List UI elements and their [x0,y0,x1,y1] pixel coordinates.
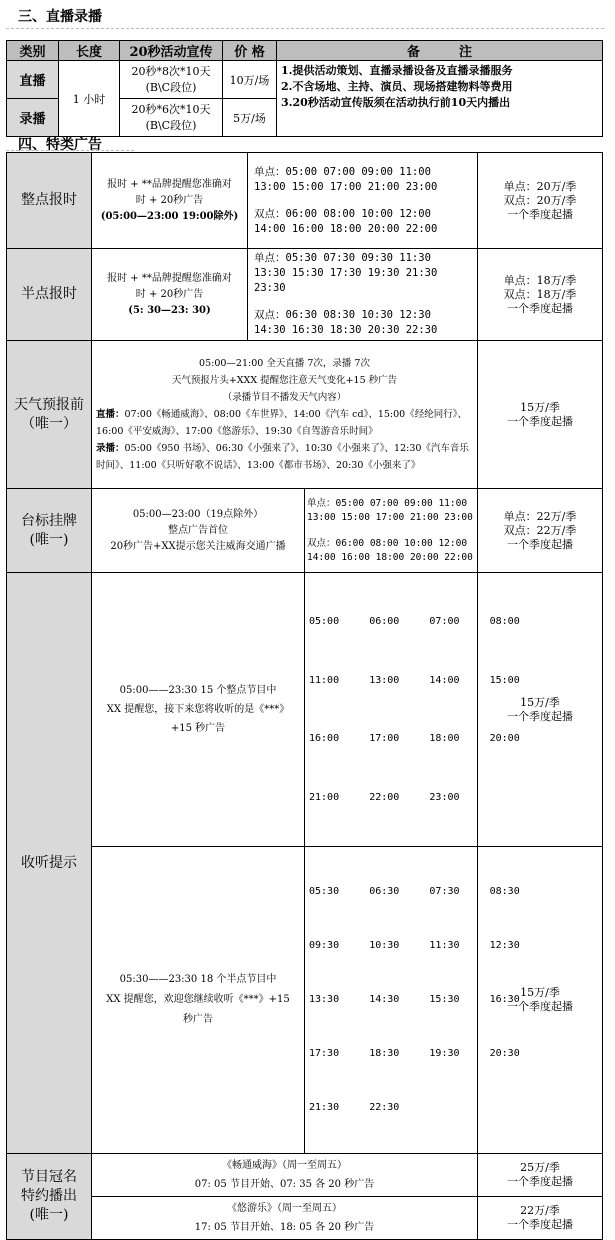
sponsor-label [7,1154,92,1240]
listen-b-price-1: 15万/季 [520,986,560,999]
station-line2: 整点广告首位 [168,524,228,536]
listen-a-line3: +15 秒广告 [170,723,226,734]
weather-label-2: （唯一） [21,415,77,432]
halfhour-schedule [248,249,478,341]
hourly-price [478,153,603,249]
halfhour-single-label: 单点： [254,252,286,264]
category-live: 直播 [7,61,59,99]
hourly-single-label: 单点： [254,165,286,178]
halfhour-single-1: 05:30 07:30 09:30 11:30 [285,252,431,264]
hourly-double-label: 双点： [254,207,286,220]
station-single-label: 单点： [307,497,336,509]
header-length: 长度 [59,41,120,61]
promo-recorded [120,99,223,137]
listen-b-grid-2: 09:30 10:30 11:30 12:30 [309,940,520,951]
notes-cell [277,61,603,137]
category-recorded: 录播 [7,99,59,137]
halfhour-range: (5: 30—23: 30) [128,304,211,316]
listen-a-price-1: 15万/季 [520,695,560,709]
price-live: 10万/场 [223,61,277,99]
listen-a-price [478,573,603,847]
weather-line2: 天气预报片头+XXX 提醒您注意天气变化+15 秒广告 [171,375,398,386]
weather-label-1: 天气预报前 [14,396,84,413]
hourly-single-2: 13:00 15:00 17:00 21:00 23:00 [254,180,438,193]
halfhour-price-3: 一个季度起播 [507,301,573,315]
listen-b-grid-1: 05:30 06:30 07:30 08:30 [309,886,520,897]
station-line1: 05:00—23:00（19点除外） [132,508,264,520]
listen-a-desc [92,573,305,847]
listen-b-price-2: 一个季度起播 [507,1000,573,1013]
halfhour-price-2: 双点：18万/季 [503,287,577,301]
hourly-desc-1: 报时 + **品牌提醒您准确对 [107,178,232,190]
listen-a-grid-2: 11:00 13:00 14:00 15:00 [309,674,520,686]
hourly-schedule [248,153,478,249]
weather-live-label: 直播： [96,409,125,420]
sponsor-b-price-2: 一个季度起播 [507,1218,573,1231]
halfhour-desc-2: 时 + 20秒广告 [135,288,204,300]
hourly-double-2: 14:00 16:00 18:00 20:00 22:00 [254,222,438,235]
hourly-label: 整点报时 [7,153,92,249]
weather-price [478,341,603,489]
station-line3: 20秒广告+XX提示您关注威海交通广播 [110,540,286,552]
halfhour-single-2: 13:30 15:30 17:30 19:30 21:30 23:30 [254,267,438,294]
note-2: 2.不含场地、主持、演员、现场搭建物料等费用 [281,79,513,93]
halfhour-double-label: 双点： [254,309,286,321]
weather-label [7,341,92,489]
listen-b-grid [305,847,520,1154]
price-recorded: 5万/场 [223,99,277,137]
promo-live [120,61,223,99]
sponsor-a-price [478,1154,603,1197]
listen-a-line1: 05:00——23:30 15 个整点节目中 [119,685,277,696]
hourly-range: (05:00—23:00 19:00除外) [100,210,239,222]
hourly-price-2: 双点：20万/季 [503,193,577,207]
promo-live-line2: (B\C段位) [145,80,197,94]
station-double-1: 06:00 08:00 10:00 12:00 [335,537,468,549]
section4-title: 四、特类广告 [18,137,102,153]
sponsor-a-time: 07: 05 节目开始、07: 35 各 20 秒广告 [194,1179,375,1190]
listen-a-grid-3: 16:00 17:00 18:00 20:00 [309,733,520,744]
halfhour-label: 半点报时 [7,249,92,341]
station-double-label: 双点： [307,537,336,549]
sponsor-b-desc [92,1197,478,1240]
listen-a-price-2: 一个季度起播 [507,709,573,723]
listen-a-line2: XX 提醒您，接下来您将收听的是《***》 [106,704,290,715]
sponsor-label-1: 节目冠名 [21,1169,77,1185]
sponsor-label-2: 特约播出 [21,1188,77,1204]
sponsor-a-price-2: 一个季度起播 [507,1175,573,1188]
listen-b-price [478,847,603,1154]
halfhour-desc-1: 报时 + **品牌提醒您准确对 [107,272,232,284]
station-price-2: 双点：22万/季 [503,523,577,537]
listen-a-grid-1: 05:00 06:00 07:00 08:00 [309,616,520,627]
promo-rec-line1: 20秒*6次*10天 [131,102,211,116]
listen-b-grid-5: 21:30 22:30 [309,1102,400,1113]
halfhour-desc [92,249,248,341]
sponsor-b-price [478,1197,603,1240]
header-price: 价 格 [223,41,277,61]
section4-underline [6,150,134,151]
header-promo: 20秒活动宣传 [120,41,223,61]
title-underline [6,28,604,29]
station-price [478,489,603,573]
hourly-desc [92,153,248,249]
promo-rec-line2: (B\C段位) [145,118,197,132]
weather-line1: 05:00—21:00 全天直播 7次，录播 7次 [199,358,370,369]
hourly-price-3: 一个季度起播 [507,207,573,221]
station-single-2: 13:00 15:00 17:00 21:00 23:00 [307,511,473,523]
sponsor-b-time: 17: 05 节目开始、18: 05 各 20 秒广告 [194,1222,375,1233]
sponsor-label-3: (唯一) [29,1207,69,1223]
header-category: 类别 [7,41,59,61]
special-ads-table [6,152,603,1240]
listen-b-desc [92,847,305,1154]
listen-b-grid-4: 17:30 18:30 19:30 20:30 [309,1048,520,1059]
weather-line3: （录播节目不播发天气内容） [222,392,347,403]
hourly-single-1: 05:00 07:00 09:00 11:00 [285,165,431,178]
header-notes: 备 注 [277,41,603,61]
listen-a-grid-4: 21:00 22:00 23:00 [309,791,460,803]
listen-b-line2: XX 提醒您，欢迎您继续收听《***》+15 [106,994,290,1005]
station-label-2: (唯一) [29,531,69,548]
halfhour-price-1: 单点：18万/季 [503,273,577,287]
sponsor-b-price-1: 22万/季 [520,1204,560,1217]
weather-price-2: 一个季度起播 [507,414,573,428]
hourly-double-1: 06:00 08:00 10:00 12:00 [285,207,431,220]
section3-title: 三、直播录播 [18,9,102,25]
station-schedule [305,489,478,573]
sponsor-a-price-1: 25万/季 [520,1161,560,1174]
listen-label: 收听提示 [7,573,92,1154]
weather-live: 07:00《畅通威海》、08:00《车世界》、14:00《汽车 cd》、15:00《经纶同行》、16:00《平安威海》、17:00《悠游乐》、19:30《自驾游音乐时间》 [96,409,467,437]
weather-rec: 05:00《950 书场》、06:30《小强来了》、10:30《小强来了》、12:30《汽车音乐时间》、11:00《只听好歌不说话》、13:00《都市书场》、20:30《小强来了》 [96,443,469,471]
listen-b-grid-3: 13:30 14:30 15:30 16:30 [309,994,520,1005]
weather-price-1: 15万/季 [520,400,560,414]
listen-a-grid [305,573,520,847]
station-label [7,489,92,573]
weather-rec-label: 录播： [96,443,125,454]
station-single-1: 05:00 07:00 09:00 11:00 [335,497,468,509]
station-double-2: 14:00 16:00 18:00 20:00 22:00 [307,551,473,563]
note-3: 3.20秒活动宣传版须在活动执行前10天内播出 [281,95,511,109]
hourly-desc-2: 时 + 20秒广告 [135,194,204,206]
halfhour-double-1: 06:30 08:30 10:30 12:30 [285,309,431,321]
station-label-1: 台标挂牌 [21,512,77,529]
weather-desc [92,341,478,489]
hourly-price-1: 单点：20万/季 [503,179,577,193]
station-price-1: 单点：22万/季 [503,509,577,523]
sponsor-b-program: 《悠游乐》（周一至周五） [227,1203,342,1214]
sponsor-a-desc [92,1154,478,1197]
listen-b-line1: 05:30——23:30 18 个半点节目中 [119,974,277,985]
length-cell: 1 小时 [59,61,120,137]
halfhour-double-2: 14:30 16:30 18:30 20:30 22:30 [254,324,438,336]
listen-b-line3: 秒广告 [183,1014,213,1025]
station-desc [92,489,305,573]
note-1: 1.提供活动策划、直播录播设备及直播录播服务 [281,63,513,77]
station-price-3: 一个季度起播 [507,537,573,551]
sponsor-a-program: 《畅通威海》（周一至周五） [222,1160,347,1171]
halfhour-price [478,249,603,341]
live-broadcast-table [6,40,603,137]
promo-live-line1: 20秒*8次*10天 [131,64,211,78]
